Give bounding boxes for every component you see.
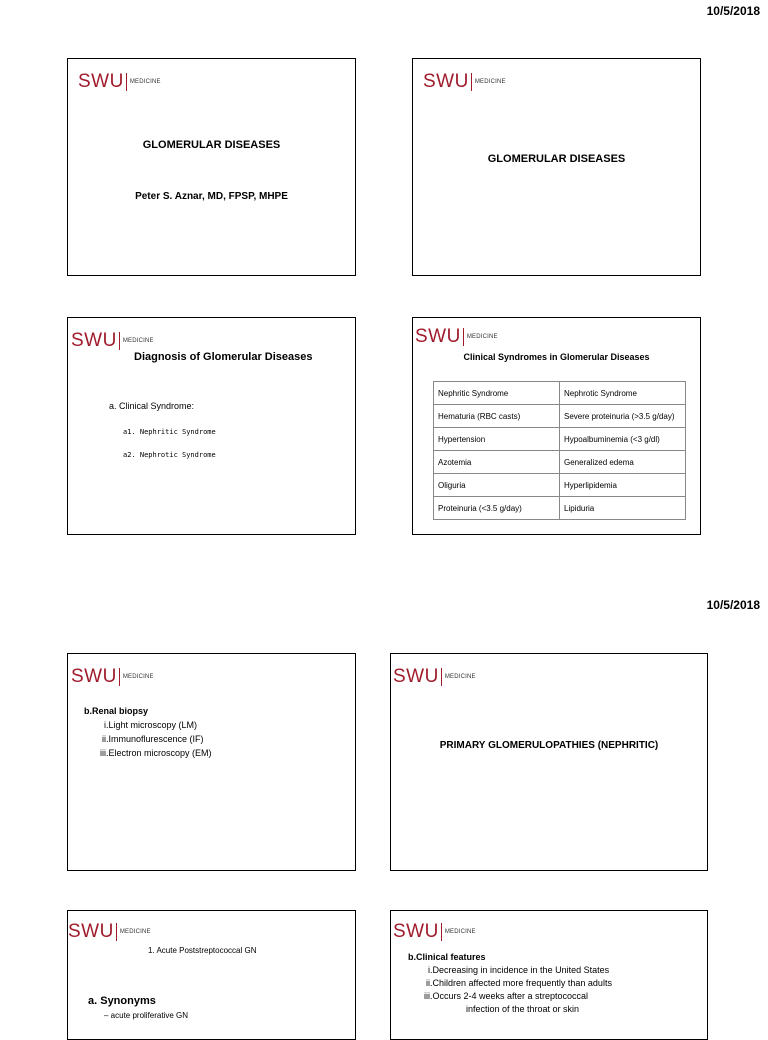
table-cell: Oliguria	[434, 474, 560, 497]
swu-logo	[78, 71, 161, 93]
slide-heading: Clinical Syndromes in Glomerular Diseases	[463, 352, 650, 362]
table-cell: Proteinuria (<3.5 g/day)	[434, 497, 560, 520]
list-header: b.Clinical features	[408, 952, 486, 962]
table-row	[434, 451, 686, 474]
list-item: – acute proliferative GN	[104, 1011, 189, 1020]
slide-author: Peter S. Aznar, MD, FPSP, MHPE	[135, 191, 288, 202]
swu-logo	[68, 921, 151, 943]
logo-brand: SWU	[68, 921, 114, 942]
logo-sub: MEDICINE	[119, 929, 151, 935]
swu-logo	[415, 326, 498, 348]
synonyms-header: a. Synonyms	[88, 995, 156, 1007]
nephritic-item: a1. Nephritic Syndrome	[123, 428, 216, 436]
table-cell: Severe proteinuria (>3.5 g/day)	[560, 405, 686, 428]
list-item: infection of the throat or skin	[466, 1004, 580, 1014]
table-row	[434, 405, 686, 428]
slide-section	[412, 58, 701, 276]
slide-heading: 1. Acute Poststreptococcal GN	[148, 946, 257, 955]
list-item: iii.Occurs 2-4 weeks after a streptococcal	[424, 991, 589, 1001]
biopsy-list	[84, 704, 212, 760]
clinical-syndrome-item: a. Clinical Syndrome:	[109, 401, 195, 411]
logo-brand: SWU	[393, 921, 439, 942]
list-item: iii.Electron microscopy (EM)	[100, 748, 212, 758]
nephrotic-item: a2. Nephrotic Syndrome	[123, 451, 216, 459]
swu-logo	[393, 666, 476, 688]
slide-apsgn	[67, 910, 356, 1040]
table-cell: Hyperlipidemia	[560, 474, 686, 497]
slide-heading: PRIMARY GLOMERULOPATHIES (NEPHRITIC)	[439, 740, 659, 751]
slide-clinical-features	[390, 910, 708, 1040]
logo-sub: MEDICINE	[444, 674, 476, 680]
table-cell: Generalized edema	[560, 451, 686, 474]
logo-sub: MEDICINE	[122, 338, 154, 344]
logo-sub: MEDICINE	[474, 79, 506, 85]
syndromes-table	[433, 381, 686, 520]
table-cell: Hypertension	[434, 428, 560, 451]
table-cell: Hypoalbuminemia (<3 g/dl)	[560, 428, 686, 451]
list-item: ii.Immunoflurescence (IF)	[102, 734, 204, 744]
swu-logo	[423, 71, 506, 93]
logo-brand: SWU	[423, 71, 469, 92]
table-row	[434, 428, 686, 451]
swu-logo	[71, 330, 154, 352]
logo-brand: SWU	[415, 326, 461, 347]
swu-logo	[393, 921, 476, 943]
logo-sub: MEDICINE	[466, 334, 498, 340]
features-list	[408, 951, 612, 1016]
logo-brand: SWU	[78, 71, 124, 92]
logo-sub: MEDICINE	[129, 79, 161, 85]
slide-diagnosis	[67, 317, 356, 535]
list-item: i.Light microscopy (LM)	[104, 720, 198, 730]
slide-heading: GLOMERULAR DISEASES	[487, 153, 626, 165]
logo-brand: SWU	[71, 666, 117, 687]
page-date: 10/5/2018	[706, 4, 760, 18]
slide-heading: GLOMERULAR DISEASES	[142, 139, 281, 151]
table-row	[434, 497, 686, 520]
slide-title	[67, 58, 356, 276]
list-header: b.Renal biopsy	[84, 706, 149, 716]
table-cell: Nephritic Syndrome	[434, 382, 560, 405]
logo-brand: SWU	[71, 330, 117, 351]
table-row	[434, 382, 686, 405]
slide-renal-biopsy	[67, 653, 356, 871]
list-item: i.Decreasing in incidence in the United States	[428, 965, 610, 975]
slide-primary-glomerulopathies	[390, 653, 708, 871]
slide-syndromes-table	[412, 317, 701, 535]
table-cell: Nephrotic Syndrome	[560, 382, 686, 405]
table-cell: Hematuria (RBC casts)	[434, 405, 560, 428]
table-row	[434, 474, 686, 497]
logo-sub: MEDICINE	[444, 929, 476, 935]
slide-heading: Diagnosis of Glomerular Diseases	[134, 351, 313, 363]
logo-brand: SWU	[393, 666, 439, 687]
list-item: ii.Children affected more frequently than adults	[426, 978, 612, 988]
table-cell: Azotemia	[434, 451, 560, 474]
table-cell: Lipiduria	[560, 497, 686, 520]
swu-logo	[71, 666, 154, 688]
page-date: 10/5/2018	[706, 598, 760, 612]
logo-sub: MEDICINE	[122, 674, 154, 680]
